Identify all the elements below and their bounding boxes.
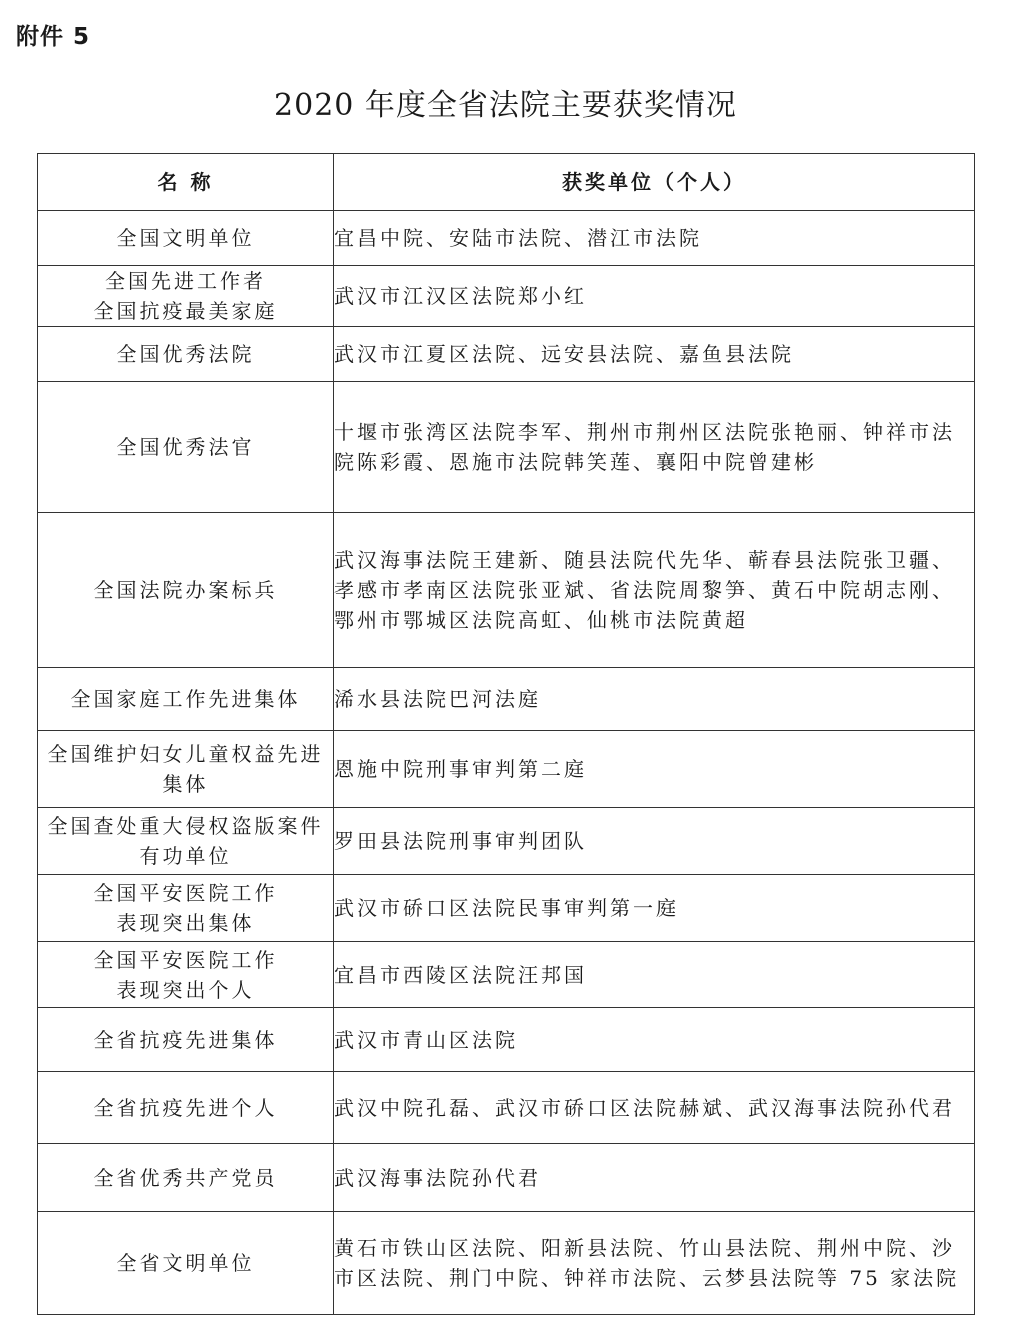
award-name: 全国查处重大侵权盗版案件 (47, 814, 324, 838)
award-name: 有功单位 (139, 844, 232, 868)
table-row (38, 808, 975, 875)
award-winner: 武汉市硚口区法院民事审判第一庭 (334, 875, 975, 942)
table-header-row (38, 154, 975, 211)
table-row (38, 211, 975, 266)
award-name: 表现突出个人 (116, 977, 255, 1002)
table-row (38, 875, 975, 942)
award-winner: 武汉中院孔磊、武汉市硚口区法院赫斌、武汉海事法院孙代君 (334, 1072, 975, 1144)
award-name: 全省优秀共产党员 (93, 1165, 278, 1190)
award-name: 全国优秀法官 (116, 435, 255, 459)
award-name-cell (38, 875, 334, 942)
award-name: 表现突出集体 (116, 911, 255, 935)
award-name: 全国平安医院工作 (93, 947, 278, 972)
award-name-cell (38, 513, 334, 668)
award-name: 全省抗疫先进个人 (93, 1095, 278, 1120)
award-name-cell (38, 731, 334, 808)
award-name-cell (38, 266, 334, 327)
award-winner: 宜昌中院、安陆市法院、潜江市法院 (334, 211, 975, 266)
award-name-cell (38, 668, 334, 731)
award-name-cell (38, 382, 334, 513)
award-name-cell (38, 1072, 334, 1144)
award-name-cell (38, 942, 334, 1008)
award-winner: 武汉海事法院孙代君 (334, 1144, 975, 1212)
award-winner: 恩施中院刑事审判第二庭 (334, 731, 975, 808)
award-winner: 黄石市铁山区法院、阳新县法院、竹山县法院、荆州中院、沙市区法院、荆门中院、钟祥市法院、云梦县法院等 75 家法院 (334, 1212, 975, 1315)
award-winner: 武汉市江汉区法院郑小红 (334, 266, 975, 327)
award-name: 集体 (162, 772, 209, 796)
award-name: 全国文明单位 (116, 226, 255, 250)
award-name: 全省文明单位 (116, 1251, 255, 1275)
table-row (38, 382, 975, 513)
award-name: 全国先进工作者 (105, 269, 266, 293)
table-row (38, 1212, 975, 1315)
award-winner: 武汉市江夏区法院、远安县法院、嘉鱼县法院 (334, 327, 975, 382)
table-row (38, 1144, 975, 1212)
award-name: 全国法院办案标兵 (93, 578, 278, 602)
award-name-cell (38, 1144, 334, 1212)
award-name: 全省抗疫先进集体 (93, 1027, 278, 1052)
award-name: 全国平安医院工作 (93, 881, 278, 905)
award-winner: 宜昌市西陵区法院汪邦国 (334, 942, 975, 1008)
awards-table (37, 153, 975, 1315)
attachment-label: 附件 5 (16, 24, 91, 50)
award-winner: 浠水县法院巴河法庭 (334, 668, 975, 731)
award-winner: 武汉市青山区法院 (334, 1008, 975, 1072)
award-winner: 十堰市张湾区法院李军、荆州市荆州区法院张艳丽、钟祥市法院陈彩霞、恩施市法院韩笑莲、襄阳中院曾建彬 (334, 382, 975, 513)
table-row (38, 942, 975, 1008)
award-name: 全国维护妇女儿童权益先进 (47, 742, 324, 766)
table-row (38, 266, 975, 327)
award-name-cell (38, 808, 334, 875)
table-row (38, 1072, 975, 1144)
award-name-cell (38, 1212, 334, 1315)
award-name-cell (38, 211, 334, 266)
header-winner: 获奖单位（个人） (334, 154, 975, 211)
header-name: 名 称 (38, 154, 334, 211)
award-name: 全国优秀法院 (116, 342, 255, 366)
award-winner: 武汉海事法院王建新、随县法院代先华、蕲春县法院张卫疆、孝感市孝南区法院张亚斌、省法院周黎笋、黄石中院胡志刚、鄂州市鄂城区法院高虹、仙桃市法院黄超 (334, 513, 975, 668)
table-row (38, 513, 975, 668)
table-row (38, 668, 975, 731)
table-row (38, 1008, 975, 1072)
document-title: 2020 年度全省法院主要获奖情况 (274, 88, 737, 123)
award-name: 全国家庭工作先进集体 (70, 687, 301, 711)
award-winner: 罗田县法院刑事审判团队 (334, 808, 975, 875)
table-row (38, 731, 975, 808)
table-row (38, 327, 975, 382)
award-name-cell (38, 327, 334, 382)
award-name: 全国抗疫最美家庭 (93, 299, 278, 323)
award-name-cell (38, 1008, 334, 1072)
